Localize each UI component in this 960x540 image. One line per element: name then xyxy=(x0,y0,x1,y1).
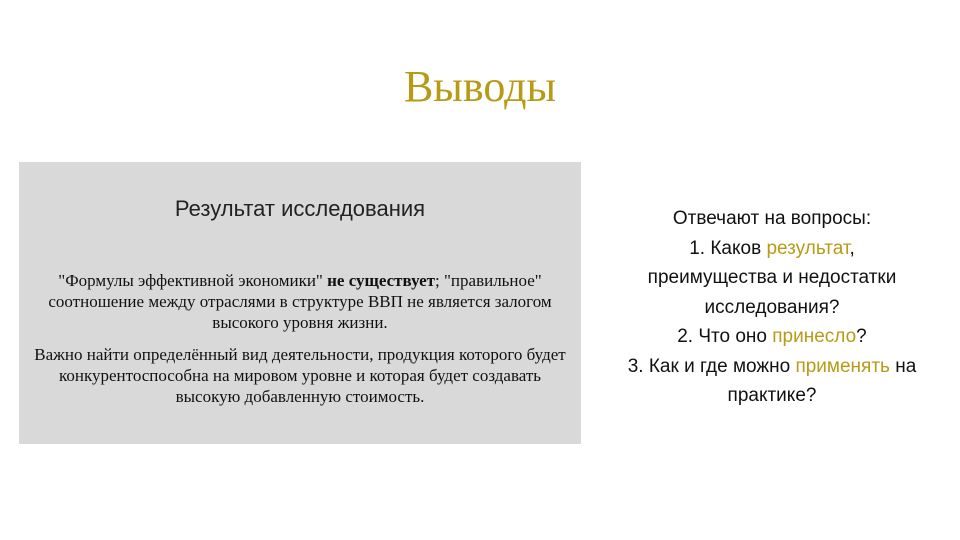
question-3-highlight: применять xyxy=(795,355,890,377)
question-1 xyxy=(592,234,952,264)
question-1-suffix: , xyxy=(849,237,855,259)
result-paragraph-2: Важно найти определённый вид деятельности, продукция которого будет конкурентоспособна на мировом уровне и которая будет создавать высокую добавленную стоимость. xyxy=(34,345,566,406)
question-1-highlight: результат xyxy=(766,237,850,259)
question-2-suffix: ? xyxy=(856,326,867,347)
research-result-box xyxy=(19,162,581,444)
question-3 xyxy=(592,352,952,382)
result-box-heading: Результат исследования xyxy=(174,196,426,221)
result-paragraph-1-end: ; "правильное" соотношение между отраслями в структуре ВВП не является залогом высокого уровня жизни. xyxy=(48,271,552,332)
slide-title: Выводы xyxy=(403,62,557,111)
questions-intro: Отвечают на вопросы: xyxy=(672,208,872,229)
result-paragraph-1 xyxy=(29,270,571,333)
questions-block xyxy=(592,204,952,411)
result-paragraph-1-bold: не существует xyxy=(327,271,436,290)
result-paragraph-1-start: "Формулы эффективной экономики" xyxy=(58,271,328,290)
question-2 xyxy=(592,322,952,352)
question-1-line-2: преимущества и недостатки xyxy=(647,267,897,288)
question-3-suffix: на xyxy=(889,355,917,377)
question-3-line-2: практике? xyxy=(727,385,817,406)
question-2-prefix: 2. Что оно xyxy=(677,326,773,347)
question-3-prefix: 3. Как и где можно xyxy=(627,355,796,377)
question-2-highlight: принесло xyxy=(772,326,857,347)
question-1-prefix: 1. Каков xyxy=(689,237,767,259)
question-1-line-3: исследования? xyxy=(704,296,840,318)
